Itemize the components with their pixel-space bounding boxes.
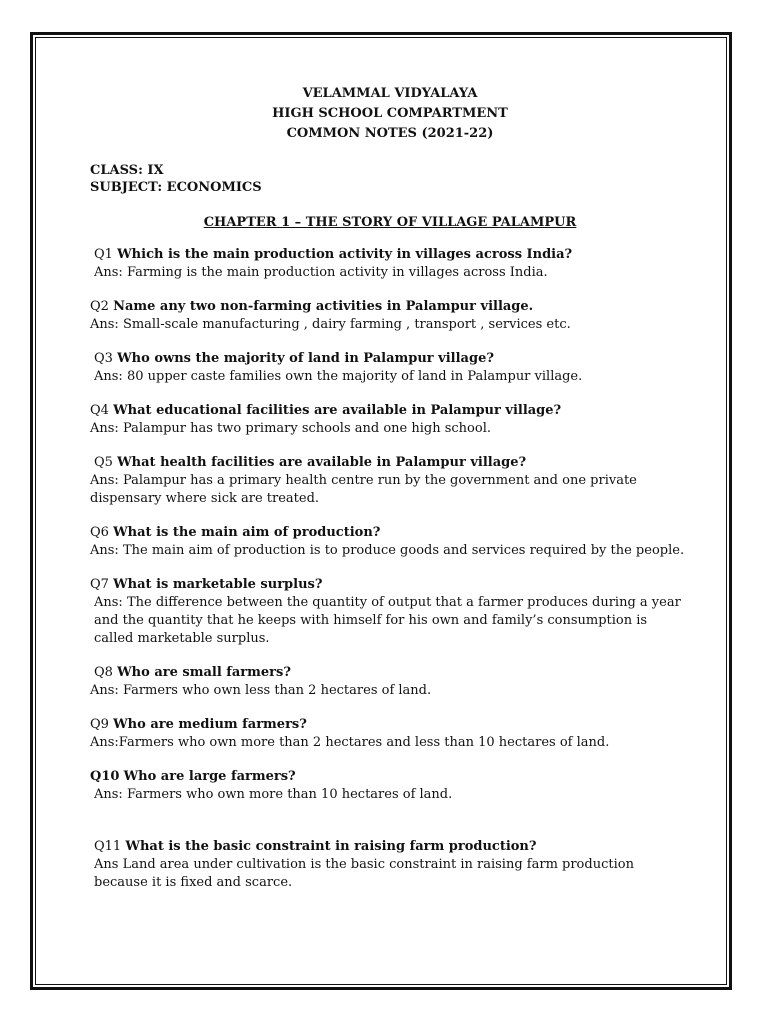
document-header xyxy=(90,84,690,144)
answer: Ans: Small-scale manufacturing , dairy farming , transport , services etc. xyxy=(90,317,571,332)
question: Q6 What is the main aim of production? xyxy=(90,525,381,540)
question: Q4 What educational facilities are available in Palampur village? xyxy=(90,403,562,418)
question: Q3 Who owns the majority of land in Palampur village? xyxy=(94,351,494,366)
qa-item-3 xyxy=(90,350,690,386)
answer: Ans:Farmers who own more than 2 hectares and less than 10 hectares of land. xyxy=(90,735,610,750)
qa-item-9 xyxy=(90,716,690,752)
compartment-name: HIGH SCHOOL COMPARTMENT xyxy=(272,106,508,121)
question: Q10 Who are large farmers? xyxy=(90,769,296,784)
question: Q9 Who are medium farmers? xyxy=(90,717,307,732)
answer: Ans: Farming is the main production activity in villages across India. xyxy=(94,265,548,280)
qa-item-5 xyxy=(90,454,690,508)
question: Q5 What health facilities are available in Palampur village? xyxy=(94,455,527,470)
question: Q11 What is the basic constraint in raising farm production? xyxy=(94,839,537,854)
document-meta xyxy=(90,162,690,196)
qa-item-2 xyxy=(90,298,690,334)
qa-item-11 xyxy=(90,838,690,892)
subject-label: SUBJECT: ECONOMICS xyxy=(90,180,262,195)
school-name: VELAMMAL VIDYALAYA xyxy=(302,86,478,101)
qa-item-10 xyxy=(90,768,690,804)
chapter-title: CHAPTER 1 – THE STORY OF VILLAGE PALAMPUR xyxy=(203,215,577,230)
answer: Ans: 80 upper caste families own the majority of land in Palampur village. xyxy=(94,369,583,384)
answer: Ans Land area under cultivation is the basic constraint in raising farm production because it is fixed and scarce. xyxy=(94,857,634,890)
question: Q1 Which is the main production activity in villages across India? xyxy=(94,247,573,262)
qa-item-1 xyxy=(90,246,690,282)
qa-item-6 xyxy=(90,524,690,560)
answer: Ans: Palampur has a primary health centre run by the government and one private dispensary where sick are treated. xyxy=(90,473,637,506)
qa-item-4 xyxy=(90,402,690,438)
answer: Ans: The difference between the quantity of output that a farmer produces during a year and the quantity that he keeps with himself for his own and family’s consumption is called marketable surplus. xyxy=(94,595,681,646)
document-body xyxy=(90,84,690,892)
question: Q8 Who are small farmers? xyxy=(94,665,291,680)
question: Q7 What is marketable surplus? xyxy=(90,577,323,592)
qa-item-8 xyxy=(90,664,690,700)
qa-item-7 xyxy=(90,576,690,648)
question: Q2 Name any two non-farming activities in Palampur village. xyxy=(90,299,534,314)
answer: Ans: Farmers who own more than 10 hectares of land. xyxy=(94,787,453,802)
answer: Ans: The main aim of production is to produce goods and services required by the people. xyxy=(90,543,685,558)
answer: Ans: Farmers who own less than 2 hectares of land. xyxy=(90,683,432,698)
notes-title: COMMON NOTES (2021-22) xyxy=(286,126,494,141)
answer: Ans: Palampur has two primary schools and one high school. xyxy=(90,421,492,436)
class-label: CLASS: IX xyxy=(90,163,164,178)
